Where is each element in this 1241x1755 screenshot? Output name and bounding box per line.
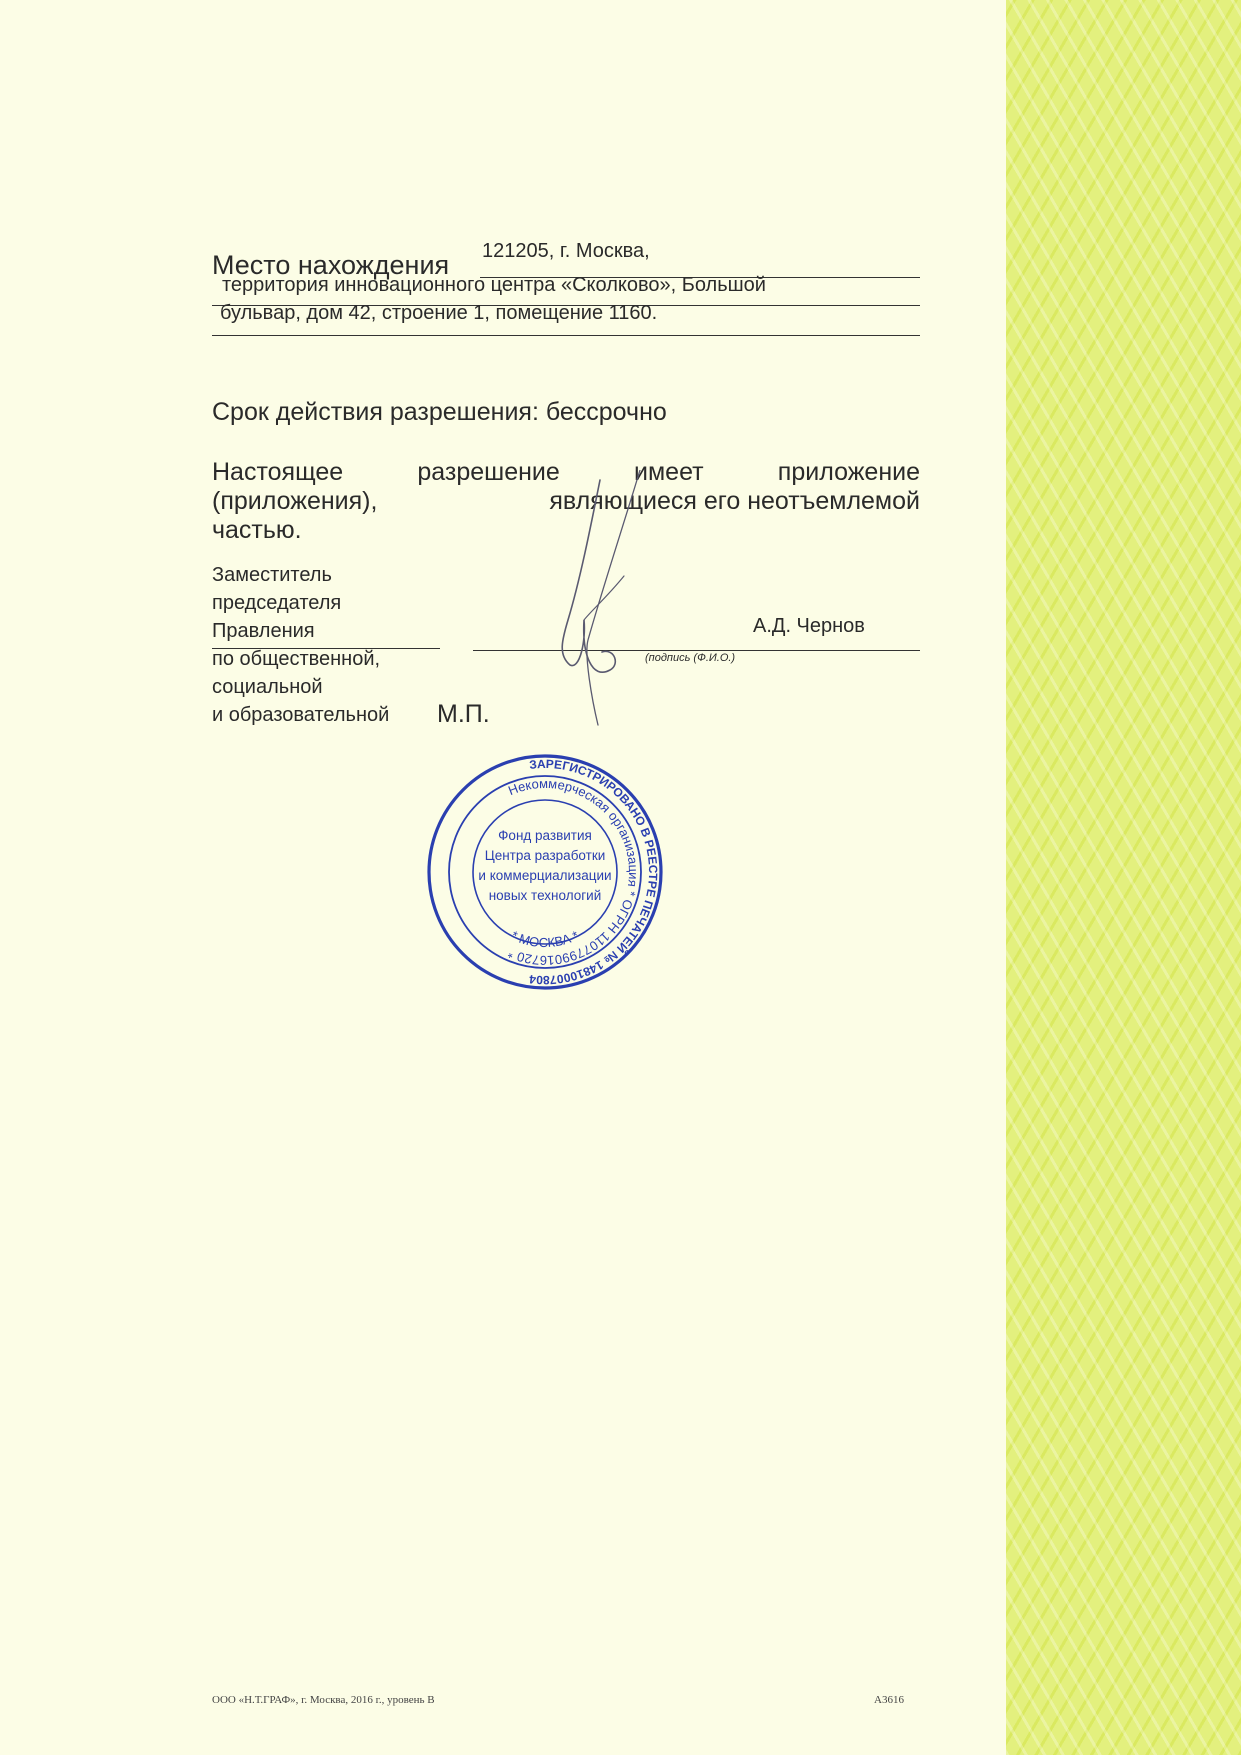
location-rule-3 bbox=[212, 335, 920, 336]
seal-bottom-text: * МОСКВА * bbox=[508, 927, 582, 951]
location-line-1: 121205, г. Москва, bbox=[482, 240, 650, 262]
validity-text: Срок действия разрешения: бессрочно bbox=[212, 398, 667, 426]
handwritten-signature bbox=[540, 470, 660, 730]
seal-center-line: Фонд развития bbox=[498, 828, 592, 843]
annex-line-1: Настоящее разрешение имеет приложение bbox=[212, 458, 920, 486]
signature-caption: (подпись (Ф.И.О.) bbox=[645, 652, 736, 664]
seal-outer-text: ЗАРЕГИСТРИРОВАНО В РЕЕСТРЕ ПЕЧАТЕЙ № 14810007804 bbox=[528, 756, 661, 988]
security-stripe bbox=[1006, 0, 1241, 1755]
organization-seal bbox=[425, 752, 665, 992]
seal-place-mark: М.П. bbox=[437, 700, 490, 728]
location-line-3: бульвар, дом 42, строение 1, помещение 1160. bbox=[220, 302, 658, 324]
location-line-2: территория инновационного центра «Сколково», Большой bbox=[222, 274, 766, 296]
annex-line-3: частью. bbox=[212, 516, 302, 544]
signatory-title-line: и образовательной bbox=[212, 704, 390, 726]
seal-center-line: и коммерциализации bbox=[478, 868, 612, 883]
signatory-title-line: председателя bbox=[212, 592, 342, 614]
signatory-title bbox=[212, 561, 389, 729]
signatory-title-line: Правления bbox=[212, 620, 315, 642]
signatory-title-line: Заместитель bbox=[212, 564, 332, 586]
signatory-rule bbox=[212, 648, 440, 649]
signatory-title-line: социальной bbox=[212, 676, 323, 698]
annex-line-2-right: являющиеся его неотъемлемой bbox=[549, 487, 920, 515]
seal-middle-text: Некоммерческая организация * ОГРН 1107799016720 * bbox=[505, 775, 642, 969]
form-code: A3616 bbox=[874, 1694, 904, 1706]
seal-center-line: новых технологий bbox=[488, 888, 602, 903]
printer-imprint: ООО «Н.Т.ГРАФ», г. Москва, 2016 г., уровень В bbox=[212, 1694, 435, 1706]
seal-center-line: Центра разработки bbox=[484, 848, 606, 863]
signatory-title-line: по общественной, bbox=[212, 648, 381, 670]
seal-center bbox=[478, 828, 611, 903]
signatory-name: А.Д. Чернов bbox=[753, 615, 865, 637]
annex-line-2-left: (приложения), bbox=[212, 487, 378, 515]
location-label: Место нахождения bbox=[212, 250, 450, 280]
